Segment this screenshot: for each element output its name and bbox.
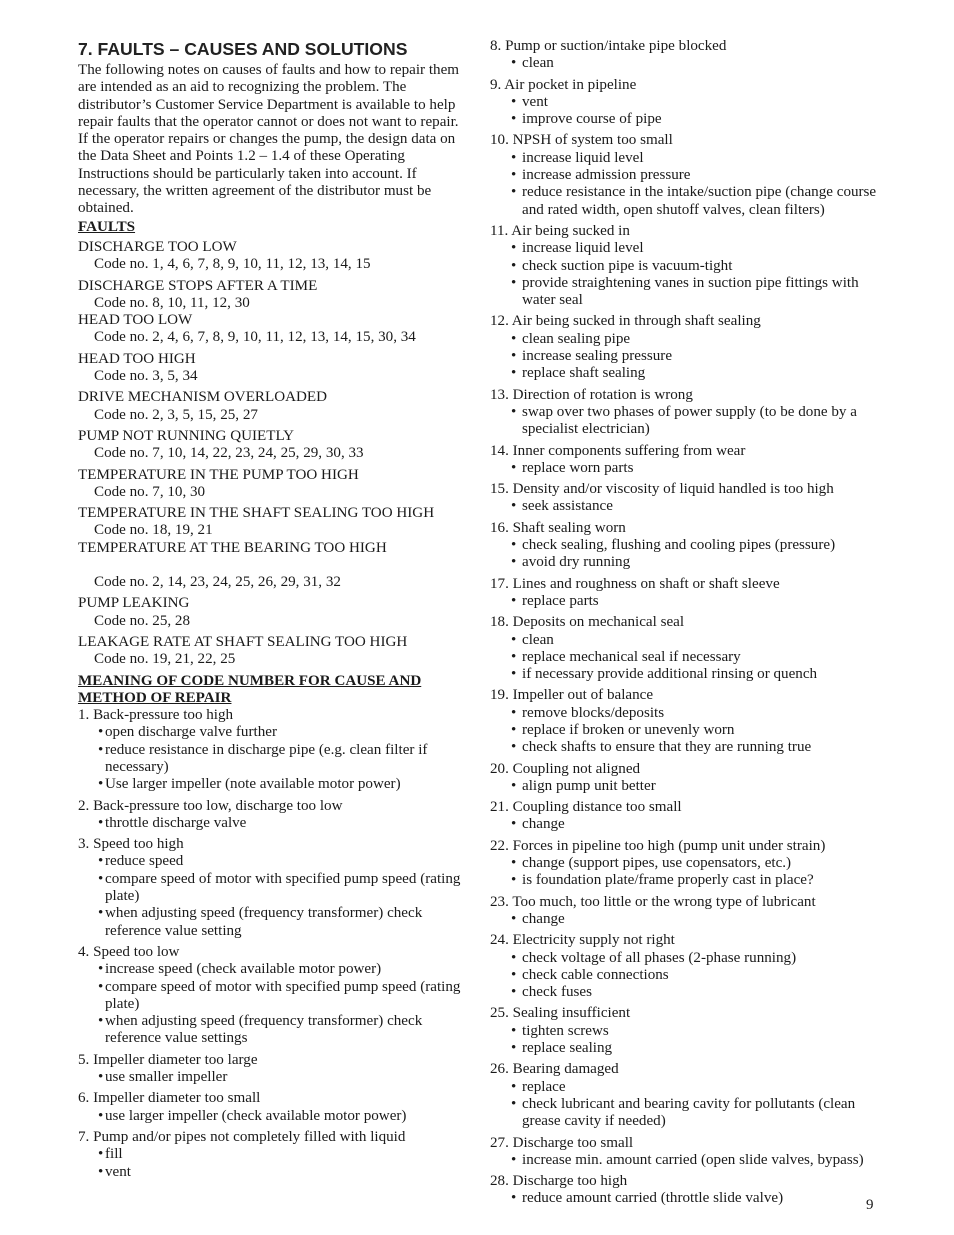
fault-codes: Code no. 18, 19, 21 (94, 522, 213, 539)
bullet-icon: • (98, 961, 104, 978)
cause-title: 6. Impeller diameter too small (78, 1090, 261, 1107)
bullet-icon: • (98, 1163, 104, 1180)
cause-bullet (78, 724, 468, 741)
bullet-text: throttle discharge valve (105, 814, 247, 831)
cause-bullet (490, 778, 885, 795)
cause-bullet (78, 979, 468, 1014)
cause-title: 22. Forces in pipeline too high (pump unit under strain) (490, 837, 826, 854)
bullet-text: use larger impeller (check available motor power) (105, 1107, 407, 1124)
bullet-text: reduce resistance in the intake/suction pipe (change course and rated width, open shutoff valves, clean filters) (522, 184, 877, 218)
bullet-text: improve course of pipe (522, 111, 662, 128)
bullet-icon: • (511, 257, 517, 274)
bullet-icon: • (98, 1013, 104, 1030)
bullet-icon: • (98, 776, 104, 793)
bullet-text: replace sealing (522, 1040, 613, 1057)
fault-codes: Code no. 7, 10, 30 (94, 483, 206, 500)
fault-name: TEMPERATURE IN THE PUMP TOO HIGH (78, 466, 359, 483)
cause-title: 25. Sealing insufficient (490, 1005, 631, 1022)
bullet-text: use smaller impeller (105, 1069, 228, 1086)
cause-item (490, 614, 885, 683)
cause-bullet (490, 967, 885, 984)
fault-entry (78, 389, 468, 424)
bullet-icon: • (511, 55, 517, 72)
cause-item (490, 894, 885, 929)
cause-bullet (490, 1023, 885, 1040)
bullet-icon: • (511, 1151, 517, 1168)
bullet-text: compare speed of motor with specified pump speed (rating plate) (105, 870, 461, 905)
bullet-icon: • (511, 984, 517, 1001)
cause-item (490, 77, 885, 129)
cause-item (490, 576, 885, 611)
cause-bullet (490, 816, 885, 833)
cause-bullet (490, 649, 885, 666)
bullet-icon: • (511, 872, 517, 889)
bullet-text: replace mechanical seal if necessary (522, 648, 741, 665)
bullet-text: align pump unit better (522, 777, 656, 794)
cause-title: 26. Bearing damaged (490, 1061, 619, 1078)
bullet-icon: • (511, 910, 517, 927)
bullet-text: replace (522, 1078, 566, 1095)
fault-name: DRIVE MECHANISM OVERLOADED (78, 389, 328, 406)
bullet-icon: • (511, 592, 517, 609)
cause-bullet (78, 742, 468, 777)
fault-entry (78, 239, 468, 274)
cause-bullet (78, 815, 468, 832)
cause-bullet (78, 853, 468, 870)
bullet-text: when adjusting speed (frequency transformer) check reference value settings (105, 1013, 423, 1047)
cause-title: 19. Impeller out of balance (490, 687, 654, 704)
cause-bullet (490, 950, 885, 967)
bullet-icon: • (98, 905, 104, 922)
bullet-text: replace shaft sealing (522, 365, 646, 382)
bullet-text: avoid dry running (522, 554, 631, 571)
cause-bullet (490, 348, 885, 365)
fault-name: TEMPERATURE AT THE BEARING TOO HIGH (78, 539, 387, 556)
bullet-text: increase admission pressure (522, 167, 691, 184)
cause-title: 14. Inner components suffering from wear (490, 442, 746, 459)
fault-codes: Code no. 2, 3, 5, 15, 25, 27 (94, 406, 258, 423)
cause-bullet (490, 705, 885, 722)
bullet-text: reduce speed (105, 853, 184, 870)
fault-entry (78, 428, 468, 463)
cause-item (78, 1052, 468, 1087)
bullet-text: clean (522, 55, 554, 72)
cause-bullet (490, 184, 885, 219)
bullet-text: increase speed (check available motor power) (105, 961, 382, 978)
cause-title: 9. Air pocket in pipeline (490, 76, 637, 93)
cause-bullet (490, 537, 885, 554)
bullet-icon: • (98, 741, 104, 758)
cause-bullet (490, 911, 885, 928)
cause-title: 7. Pump and/or pipes not completely filled with liquid (78, 1128, 406, 1145)
fault-codes: Code no. 2, 14, 23, 24, 25, 26, 29, 31, 32 (94, 574, 341, 591)
cause-bullet (490, 404, 885, 439)
bullet-icon: • (511, 631, 517, 648)
cause-title: 23. Too much, too little or the wrong type of lubricant (490, 893, 816, 910)
bullet-text: provide straightening vanes in suction pipe fittings with water seal (522, 274, 859, 309)
bullet-icon: • (511, 111, 517, 128)
cause-bullet (78, 1069, 468, 1086)
bullet-text: reduce resistance in discharge pipe (e.g. clean filter if necessary) (105, 741, 428, 775)
cause-bullet (490, 1040, 885, 1057)
bullet-text: swap over two phases of power supply (to be done by a specialist electrician) (522, 403, 857, 438)
bullet-icon: • (511, 704, 517, 721)
cause-bullet (490, 55, 885, 72)
cause-item (490, 932, 885, 1001)
bullet-text: increase sealing pressure (522, 348, 673, 365)
bullet-icon: • (511, 554, 517, 571)
cause-bullet (78, 961, 468, 978)
cause-bullet (490, 331, 885, 348)
cause-title: 2. Back-pressure too low, discharge too low (78, 797, 343, 814)
page-number: 9 (866, 1197, 874, 1213)
cause-item (490, 1061, 885, 1130)
bullet-icon: • (511, 348, 517, 365)
bullet-icon: • (511, 365, 517, 382)
cause-title: 11. Air being sucked in (490, 222, 630, 239)
cause-bullet (490, 150, 885, 167)
fault-codes: Code no. 19, 21, 22, 25 (94, 651, 236, 668)
cause-item (78, 1090, 468, 1125)
bullet-icon: • (511, 1022, 517, 1039)
fault-codes: Code no. 2, 4, 6, 7, 8, 9, 10, 11, 12, 13, 14, 15, 30, 34 (94, 329, 416, 346)
cause-bullet (490, 593, 885, 610)
cause-item (78, 944, 468, 1048)
bullet-icon: • (511, 498, 517, 515)
fault-list (78, 239, 468, 669)
bullet-icon: • (98, 724, 104, 741)
bullet-icon: • (511, 184, 517, 201)
cause-title: 12. Air being sucked in through shaft sealing (490, 313, 761, 330)
cause-item (490, 223, 885, 309)
bullet-icon: • (511, 330, 517, 347)
cause-item (78, 798, 468, 833)
cause-title: 15. Density and/or viscosity of liquid handled is too high (490, 481, 834, 498)
bullet-text: change (522, 816, 565, 833)
cause-bullet (490, 666, 885, 683)
fault-codes: Code no. 3, 5, 34 (94, 368, 198, 385)
fault-entry (78, 351, 468, 386)
cause-list-left (78, 707, 468, 1181)
cause-item (490, 313, 885, 382)
bullet-icon: • (511, 1040, 517, 1057)
cause-item (490, 1135, 885, 1170)
cause-bullet (490, 872, 885, 889)
cause-item (78, 836, 468, 940)
cause-item (490, 838, 885, 890)
bullet-icon: • (511, 240, 517, 257)
bullet-icon: • (511, 739, 517, 756)
cause-bullet (490, 722, 885, 739)
cause-bullet (490, 365, 885, 382)
bullet-text: check lubricant and bearing cavity for pollutants (clean grease cavity if needed) (522, 1095, 856, 1130)
meaning-heading: MEANING OF CODE NUMBER FOR CAUSE AND METHOD OF REPAIR (78, 672, 422, 706)
page-title: 7. FAULTS – CAUSES AND SOLUTIONS (78, 39, 408, 59)
bullet-text: vent (105, 1163, 131, 1180)
bullet-text: check voltage of all phases (2-phase running) (522, 949, 797, 966)
cause-bullet (78, 776, 468, 793)
cause-bullet (490, 855, 885, 872)
fault-name: PUMP NOT RUNNING QUIETLY (78, 427, 295, 444)
cause-bullet (78, 1013, 468, 1048)
bullet-text: when adjusting speed (frequency transformer) check reference value setting (105, 905, 423, 939)
bullet-text: open discharge valve further (105, 724, 277, 741)
bullet-text: tighten screws (522, 1022, 609, 1039)
bullet-text: compare speed of motor with specified pump speed (rating plate) (105, 978, 461, 1012)
bullet-icon: • (511, 1095, 517, 1112)
fault-entry (78, 467, 468, 502)
bullet-icon: • (511, 949, 517, 966)
bullet-text: if necessary provide additional rinsing or quench (522, 666, 818, 683)
bullet-text: check shafts to ensure that they are running true (522, 739, 812, 756)
bullet-icon: • (511, 855, 517, 872)
fault-name: LEAKAGE RATE AT SHAFT SEALING TOO HIGH (78, 633, 408, 650)
bullet-text: check fuses (522, 984, 592, 1001)
bullet-text: remove blocks/deposits (522, 704, 665, 721)
bullet-icon: • (511, 459, 517, 476)
cause-title: 18. Deposits on mechanical seal (490, 614, 685, 631)
cause-item (490, 687, 885, 756)
fault-name: HEAD TOO HIGH (78, 350, 196, 367)
bullet-text: check cable connections (522, 966, 669, 983)
cause-bullet (490, 1190, 885, 1207)
cause-item (490, 761, 885, 796)
bullet-icon: • (98, 814, 104, 831)
cause-item (490, 38, 885, 73)
bullet-icon: • (511, 274, 517, 291)
cause-item (490, 481, 885, 516)
fault-name: HEAD TOO LOW (78, 312, 193, 329)
fault-entry (78, 595, 468, 630)
cause-title: 16. Shaft sealing worn (490, 519, 626, 536)
bullet-text: replace worn parts (522, 459, 634, 476)
intro-paragraph: The following notes on causes of faults and how to repair them are intended as an aid to recognizing the problem. The distributor’s Customer Service Department is available to help repair faults that the operator cannot or does not want to repair. If the operator repairs or changes the pump, the design data on the Data Sheet and Points 1.2 – 1.4 of these Operating Instructions should be particularly taken into account. If necessary, the written agreement of the distributor must be obtained. (78, 62, 460, 217)
bullet-icon: • (511, 403, 517, 420)
cause-bullet (490, 258, 885, 275)
cause-title: 4. Speed too low (78, 943, 180, 960)
fault-name: TEMPERATURE IN THE SHAFT SEALING TOO HIGH (78, 505, 435, 522)
right-column (490, 38, 885, 1208)
cause-bullet (490, 1096, 885, 1131)
bullet-text: reduce amount carried (throttle slide valve) (522, 1190, 784, 1207)
cause-item (78, 707, 468, 793)
bullet-icon: • (511, 648, 517, 665)
bullet-text: check suction pipe is vacuum-tight (522, 257, 733, 274)
fault-name: DISCHARGE TOO LOW (78, 238, 237, 255)
cause-bullet (490, 240, 885, 257)
bullet-text: change (522, 910, 565, 927)
bullet-icon: • (98, 853, 104, 870)
cause-bullet (490, 167, 885, 184)
fault-codes: Code no. 7, 10, 14, 22, 23, 24, 25, 29, 30, 33 (94, 445, 364, 462)
bullet-icon: • (511, 149, 517, 166)
cause-title: 8. Pump or suction/intake pipe blocked (490, 38, 727, 54)
bullet-icon: • (511, 1078, 517, 1095)
bullet-text: check sealing, flushing and cooling pipes (pressure) (522, 537, 836, 554)
cause-bullet (490, 1079, 885, 1096)
cause-bullet (490, 111, 885, 128)
cause-item (490, 387, 885, 439)
cause-title: 27. Discharge too small (490, 1134, 634, 1151)
fault-entry (78, 634, 468, 669)
cause-bullet (490, 554, 885, 571)
cause-item (490, 443, 885, 478)
fault-name: DISCHARGE STOPS AFTER A TIME (78, 277, 318, 294)
bullet-icon: • (511, 1190, 517, 1207)
fault-codes: Code no. 8, 10, 11, 12, 30 (94, 294, 250, 311)
cause-bullet (490, 739, 885, 756)
cause-item (490, 520, 885, 572)
cause-item (490, 132, 885, 218)
cause-bullet (78, 871, 468, 906)
bullet-icon: • (511, 537, 517, 554)
cause-item (490, 1173, 885, 1208)
bullet-text: fill (105, 1146, 123, 1163)
fault-entry (78, 312, 468, 347)
cause-bullet (490, 275, 885, 310)
cause-bullet (78, 1108, 468, 1125)
fault-entry (78, 505, 468, 540)
cause-bullet (490, 94, 885, 111)
fault-entry (78, 278, 468, 313)
bullet-text: clean sealing pipe (522, 330, 631, 347)
bullet-icon: • (511, 167, 517, 184)
bullet-icon: • (511, 777, 517, 794)
cause-title: 28. Discharge too high (490, 1173, 628, 1190)
bullet-icon: • (511, 666, 517, 683)
cause-title: 20. Coupling not aligned (490, 760, 641, 777)
cause-item (78, 1129, 468, 1181)
cause-title: 3. Speed too high (78, 836, 184, 853)
bullet-text: change (support pipes, use copensators, etc.) (522, 855, 792, 872)
bullet-text: Use larger impeller (note available motor power) (105, 776, 401, 793)
cause-bullet (78, 1164, 468, 1181)
cause-title: 17. Lines and roughness on shaft or shaft sleeve (490, 575, 780, 592)
bullet-text: replace if broken or unevenly worn (522, 721, 735, 738)
fault-entry (78, 540, 468, 592)
bullet-icon: • (511, 966, 517, 983)
cause-item (490, 799, 885, 834)
bullet-icon: • (511, 816, 517, 833)
cause-title: 1. Back-pressure too high (78, 707, 234, 724)
cause-bullet (490, 984, 885, 1001)
bullet-text: seek assistance (522, 498, 613, 515)
bullet-text: increase liquid level (522, 240, 644, 257)
cause-title: 13. Direction of rotation is wrong (490, 386, 693, 403)
bullet-text: clean (522, 631, 554, 648)
cause-title: 10. NPSH of system too small (490, 132, 673, 149)
fault-codes: Code no. 25, 28 (94, 612, 191, 629)
bullet-icon: • (98, 1146, 104, 1163)
cause-title: 21. Coupling distance too small (490, 799, 682, 816)
bullet-icon: • (98, 870, 104, 887)
bullet-icon: • (98, 1107, 104, 1124)
cause-bullet (490, 498, 885, 515)
left-column (78, 38, 468, 1181)
bullet-icon: • (98, 978, 104, 995)
bullet-text: replace parts (522, 592, 599, 609)
bullet-text: increase min. amount carried (open slide valves, bypass) (522, 1151, 864, 1168)
fault-codes: Code no. 1, 4, 6, 7, 8, 9, 10, 11, 12, 13, 14, 15 (94, 256, 371, 273)
bullet-icon: • (98, 1069, 104, 1086)
cause-bullet (490, 632, 885, 649)
faults-heading: FAULTS (78, 218, 136, 235)
cause-bullet (78, 1146, 468, 1163)
bullet-text: is foundation plate/frame properly cast in place? (522, 872, 814, 889)
cause-bullet (490, 460, 885, 477)
cause-bullet (78, 905, 468, 940)
cause-bullet (490, 1152, 885, 1169)
bullet-text: increase liquid level (522, 149, 644, 166)
bullet-text: vent (522, 93, 548, 110)
bullet-icon: • (511, 721, 517, 738)
cause-item (490, 1005, 885, 1057)
fault-name: PUMP LEAKING (78, 595, 190, 612)
bullet-icon: • (511, 93, 517, 110)
cause-title: 5. Impeller diameter too large (78, 1051, 258, 1068)
cause-title: 24. Electricity supply not right (490, 932, 675, 949)
